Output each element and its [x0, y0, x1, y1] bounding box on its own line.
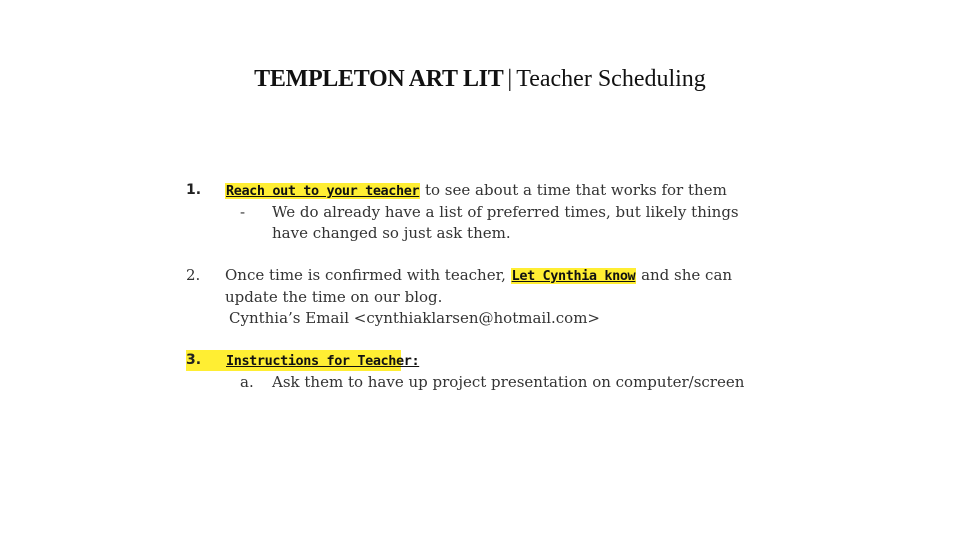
sub-item-3: [186, 372, 786, 393]
sub-marker-dash: -: [240, 203, 246, 221]
sub-item-1-line-2: have changed so just ask them.: [272, 224, 511, 242]
list-marker-1: 1.: [186, 182, 202, 198]
sub-marker-a: a.: [240, 373, 254, 391]
sub-item-1: [186, 202, 786, 223]
list-item-3: [186, 350, 786, 372]
list-item-2-cont: [186, 287, 786, 308]
highlight-reach-out: Reach out to your teacher: [226, 183, 420, 199]
highlight-let-cynthia-know: Let Cynthia know: [511, 268, 636, 284]
item-2-before: Once time is confirmed with teacher,: [225, 266, 511, 284]
item-2-after: and she can: [636, 266, 733, 284]
sub-item-1-line-1: We do already have a list of preferred times, but likely things: [272, 203, 739, 221]
list-marker-3: 3.: [186, 352, 202, 368]
list-marker-2: 2.: [186, 266, 201, 284]
list-item-2: [186, 265, 786, 287]
cynthia-email: Cynthia’s Email <cynthiaklarsen@hotmail.com>: [229, 309, 600, 327]
slide-title: [0, 66, 960, 93]
sub-item-1-cont: [186, 223, 786, 244]
item-1-text: to see about a time that works for them: [420, 181, 727, 199]
item-2-line-2: update the time on our blog.: [225, 288, 443, 306]
email-line: [186, 308, 786, 329]
highlight-instructions: Instructions for Teacher:: [226, 353, 420, 369]
title-bold: TEMPLETON ART LIT: [254, 66, 504, 92]
title-separator: |: [507, 66, 513, 92]
list-item-1: [186, 180, 786, 202]
sub-item-3-line-1: Ask them to have up project presentation on computer/screen: [272, 373, 745, 391]
title-rest: Teacher Scheduling: [516, 66, 706, 92]
instruction-list: [186, 180, 786, 393]
